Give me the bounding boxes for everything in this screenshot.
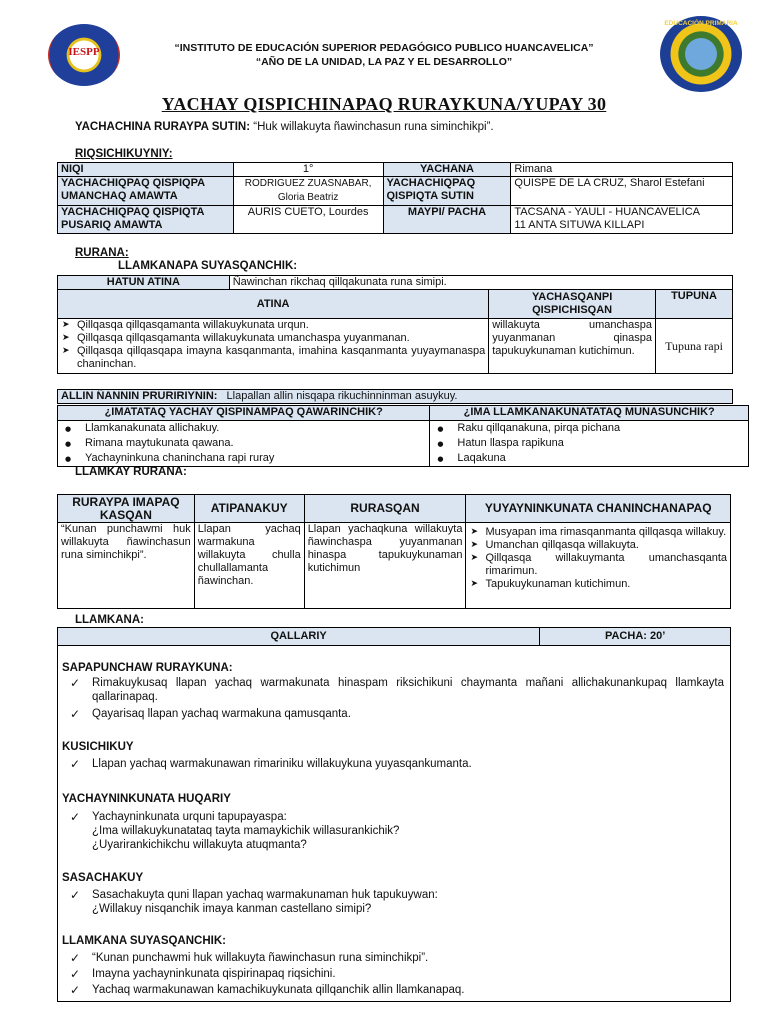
list-item: ● Yachayninkuna chaninchana rapi ruray — [61, 451, 426, 466]
resources-cell — [430, 421, 749, 467]
section-title: SASACHAKUY — [62, 872, 144, 884]
list-item: ● Raku qillqanakuna, pirqa pichana — [433, 421, 745, 436]
subject-value: Rimana — [511, 163, 733, 177]
performance-header: RURASQAN — [304, 495, 466, 523]
list-item: ➤ Qillqasqa qillqasqapa imayna kasqanmanta, imahina kasqanmanta yuyaymanaspa chaninchan. — [61, 345, 485, 371]
competence-value: Llapan yachaq warmakuna willakuyta chulla chullallamanta ñawinchan. — [194, 523, 304, 609]
performance-value: Llapan yachaqkuna willakuyta ñawinchaspa yuyanmanan hinaspa tapukuykunaman kutichimun — [304, 523, 466, 609]
preparation-header: ¿IMATATAQ YACHAY QISPINAMPAQ QAWARINCHIK? — [58, 406, 430, 421]
competence-header: ATIPANAKUY — [194, 495, 304, 523]
resources-header: ¿IMA LLAMKANAKUNATATAQ MUNASUNCHIK? — [430, 406, 749, 421]
date-value: 11 ANTA SITUWA KILLAPI — [514, 219, 645, 231]
info-table — [57, 162, 733, 234]
section-list — [62, 951, 724, 997]
place-date-label: MAYPI/ PACHA — [383, 206, 511, 234]
list-item-text: Sasachakuyta quni llapan yachaq warmakunaman huk tapukuywan: — [92, 889, 438, 901]
list-item: ➤ Qillqasqa qillqasqamanta willakuykunata umanchaspa yuyanmanan. — [61, 332, 485, 345]
evaluation-table — [57, 494, 731, 609]
preparation-list — [61, 421, 426, 466]
guide-teacher-value: AURIS CUETO, Lourdes — [233, 206, 383, 234]
tupuna-header: TUPUNA — [656, 290, 733, 319]
primary-education-logo-text: EDUCACIÓN PRIMARIA — [664, 20, 738, 27]
llamkay-rurana-heading: LLAMKAY RURANA: — [75, 466, 187, 478]
question-line: ¿Ima willakuykunatataq tayta mamaykichik willasurankichik? — [92, 825, 400, 837]
rurana-heading: RURANA: — [75, 247, 129, 259]
values-approach-label: ALLIN ÑANNIN PRURIRIYNIN: — [61, 390, 218, 402]
section-list — [62, 757, 724, 771]
list-item: ➤ Qillqasqa willakuymanta umanchasqanta rimarimun. — [469, 552, 727, 578]
subject-label: YACHANA — [383, 163, 511, 177]
institute-logo-text: IESPP — [68, 46, 100, 58]
list-item: ➤ Qillqasqa qillqasqamanta willakuykunata urqun. — [61, 319, 485, 332]
hatun-atina-value: Ñawinchan rikchaq qillqakunata runa simipi. — [229, 276, 732, 290]
list-item — [62, 810, 724, 852]
place-value: TACSANA - YAULI - HUANCAVELICA — [514, 206, 701, 218]
year-motto: “AÑO DE LA UNIDAD, LA PAZ Y EL DESARROLLO” — [255, 56, 513, 68]
institute-name: “INSTITUTO DE EDUCACIÓN SUPERIOR PEDAGÓGICO PUBLICO HUANCAVELICA” — [174, 42, 594, 54]
advisor-label: YACHACHIQPAQ QISPIQPA UMANCHAQ AMAWTA — [58, 177, 234, 206]
list-item: ● Rimana maytukunata qawana. — [61, 436, 426, 451]
objectives-table — [57, 275, 733, 374]
section-list — [62, 810, 724, 852]
student-name-label: YACHACHIQPAQ QISPIQTA SUTIN — [383, 177, 511, 206]
list-item: ✓ Qayarisaq llapan yachaq warmakuna qamusqanta. — [62, 707, 724, 721]
preparation-cell — [58, 421, 430, 467]
list-item — [62, 888, 724, 916]
yachasqanpi-value: willakuyta umanchaspa yuyanmanan qinaspa tapukuykunaman kutichimun. — [489, 319, 656, 374]
section-title: SAPAPUNCHAW RURAYKUNA: — [62, 662, 233, 674]
llamkana-heading: LLAMKANA: — [75, 614, 144, 626]
list-item: ➤ Tapukuykunaman kutichimun. — [469, 578, 727, 591]
list-item: ✓ Yachaq warmakunawan kamachikuykunata qillqanchik allin llamkanapaq. — [62, 983, 724, 997]
advisor-firstname: Gloria Beatriz — [277, 192, 339, 203]
primary-education-logo — [660, 16, 742, 92]
list-item: ➤ Musyapan ima rimasqanmanta qillqasqa willakuy. — [469, 526, 727, 539]
atina-header: ATINA — [58, 290, 489, 319]
list-item-text: Yachayninkunata urquni tapupayaspa: — [92, 811, 287, 823]
institute-logo — [48, 24, 120, 86]
evaluation-header: YUYAYNINKUNATA CHANINCHANAPAQ — [466, 495, 731, 523]
values-approach-value: Llapallan allin nisqapa rikuchinninman asuykuy. — [226, 390, 458, 402]
list-item: ✓ Llapan yachaq warmakunawan rimariniku willakuykuna yuyasqankumanta. — [62, 757, 724, 771]
section-title: YACHAYNINKUNATA HUQARIY — [62, 793, 231, 805]
yachasqanpi-header: YACHASQANPI QISPICHISQAN — [489, 290, 656, 319]
page-title: YACHAY QISPICHINAPAQ RURAYKUNA/YUPAY 30 — [161, 94, 607, 114]
section-list — [62, 888, 724, 916]
list-item: ➤ Umanchan qillqasqa willakuyta. — [469, 539, 727, 552]
question-line: ¿Willakuy nisqanchik imaya kanman castellano simipi? — [92, 903, 372, 915]
session-name — [75, 121, 494, 133]
list-item: ● Llamkanakunata allichakuy. — [61, 421, 426, 436]
grade-value: 1° — [233, 163, 383, 177]
atina-cell — [58, 319, 489, 374]
hatun-atina-label: HATUN ATINA — [58, 276, 230, 290]
values-approach-table — [57, 389, 733, 404]
session-name-value: “Huk willakuyta ñawinchasun runa siminchikpi”. — [250, 121, 494, 133]
atina-list — [61, 319, 485, 371]
list-item: ● Hatun llaspa rapikuna — [433, 436, 745, 451]
grade-label: NIQI — [58, 163, 234, 177]
section-title: KUSICHIKUY — [62, 741, 134, 753]
purpose-header: RURAYPA IMAPAQ KASQAN — [58, 495, 195, 523]
advisor-value — [233, 177, 383, 206]
values-approach-row — [58, 390, 733, 404]
list-item: ✓ “Kunan punchawmi huk willakuyta ñawinchasun runa siminchikpi”. — [62, 951, 724, 965]
list-item: ✓ Imayna yachayninkunata qispirinapaq riqsichini. — [62, 967, 724, 981]
advisor-surname: RODRIGUEZ ZUASNABAR, — [244, 178, 372, 189]
purpose-value: “Kunan punchawmi huk willakuyta ñawinchasun runa siminchikpi”. — [58, 523, 195, 609]
tupuna-value: Tupuna rapi — [656, 319, 733, 374]
session-name-label: YACHACHINA RURAYPA SUTIN: — [75, 121, 251, 133]
qallariy-label: QALLARIY — [58, 628, 540, 646]
qallariy-header-table — [57, 627, 731, 646]
section-title: LLAMKANA SUYASQANCHIK: — [62, 935, 226, 947]
student-name-value: QUISPE DE LA CRUZ, Sharol Estefani — [511, 177, 733, 206]
list-item: ✓ Rimakuykusaq llapan yachaq warmakunata hinaspam riksichikuni chaymanta mañani allichakunankupaq llamkayta qallarinapaq. — [62, 676, 724, 704]
guide-teacher-label: YACHACHIQPAQ QISPIQTA PUSARIQ AMAWTA — [58, 206, 234, 234]
list-item: ● Laqakuna — [433, 451, 745, 466]
riqsichikuyniy-heading: RIQSICHIKUYNIY: — [75, 148, 173, 160]
materials-table — [57, 405, 749, 467]
place-date-value — [511, 206, 733, 234]
qallariy-time: PACHA: 20’ — [540, 628, 731, 646]
evaluation-cell — [466, 523, 731, 609]
question-line: ¿Uyarirankichikchu willakuyta atuqmanta? — [92, 839, 307, 851]
resources-list — [433, 421, 745, 466]
section-list — [62, 676, 724, 721]
evaluation-list — [469, 526, 727, 591]
llamkanapa-heading: LLAMKANAPA SUYASQANCHIK: — [118, 260, 298, 272]
